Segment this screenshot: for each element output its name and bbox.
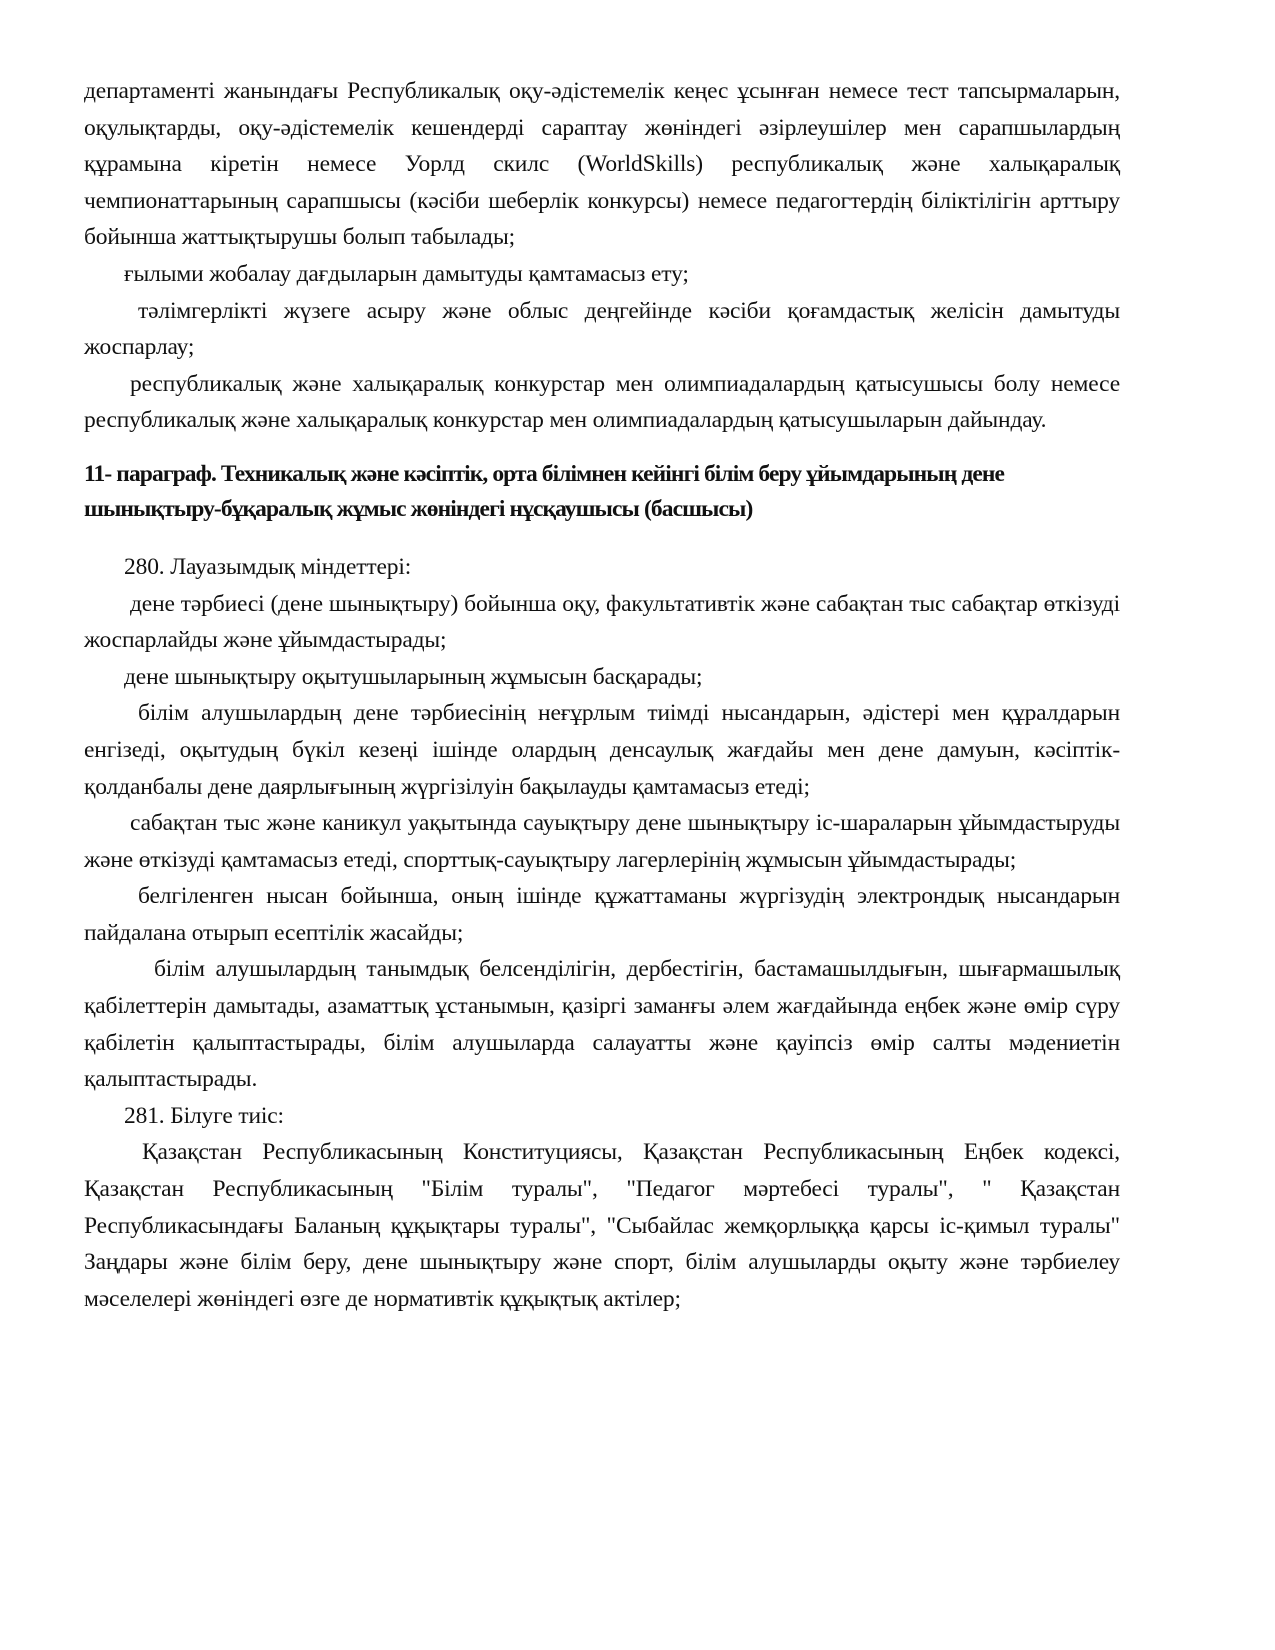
document-page	[84, 73, 1120, 1317]
paragraph-mentoring: тәлімгерлікті жүзеге асыру және облыс деңгейінде кәсіби қоғамдастық желісін дамытуды жоспарлау;	[84, 297, 1120, 361]
duty-item: дене шынықтыру оқытушыларының жұмысын басқарады;	[124, 663, 703, 690]
duty-item: сабақтан тыс және каникул уақытында сауықтыру дене шынықтыру іс-шараларын ұйымдастыруды және өткізуді қамтамасыз етеді, спорттық-сауықтыру лагерлерінің жұмысын ұйымдастырады;	[84, 810, 1120, 873]
knowledge-item: Қазақстан Республикасының Конституциясы, Қазақстан Республикасының Еңбек кодексі, Қазақстан Республикасының "Білім туралы", "Педагог мәртебесі туралы", " Қазақстан Республикасындағы Баланың құқықтары туралы", "Сыбайлас жемқорлыққа қарсы іс-қимыл туралы" Заңдары және білім беру, дене шынықтыру және спорт, білім алушыларды оқыту және тәрбиелеу мәселелері жөніндегі өзге де нормативтік құқықтық актілер;	[84, 1139, 1120, 1312]
duty-item: дене тәрбиесі (дене шынықтыру) бойынша оқу, факультативтік және сабақтан тыс сабақтар өткізуді жоспарлайды және ұйымдастырады;	[84, 590, 1120, 654]
duty-item: білім алушылардың танымдық белсенділігін, дербестігін, бастамашылдығын, шығармашылық қабілеттерін дамытады, азаматтық ұстанымын, қазіргі заманғы әлем жағдайында еңбек және өмір сүру қабілетін қалыптастырады, білім алушыларда салауатты және қауіпсіз өмір салты мәдениетін қалыптастырады.	[84, 956, 1120, 1093]
item-280-heading: 280. Лауазымдық міндеттері:	[124, 553, 412, 580]
duty-item: белгіленген нысан бойынша, оның ішінде құжаттаманы жүргізудің электрондық нысандарын пайдалана отырып есептілік жасайды;	[84, 883, 1120, 946]
item-281-heading: 281. Білуге тиіс:	[124, 1102, 284, 1129]
paragraph-continuation: департаменті жанындағы Республикалық оқу-әдістемелік кеңес ұсынған немесе тест тапсырмаларын, оқулықтарды, оқу-әдістемелік кешендерді сараптау жөніндегі әзірлеушілер мен сарапшылардың құрамына кіретін немесе Уорлд скилс (WorldSkills) республикалық және халықаралық чемпионаттарының сарапшысы (кәсіби шеберлік конкурсы) немесе педагогтердің біліктілігін арттыру бойынша жаттықтырушы болып табылады;	[84, 78, 1120, 251]
section-heading: 11- параграф. Техникалық және кәсіптік, орта білімнен кейінгі білім беру ұйымдарының дене шынықтыру-бұқаралық жұмыс жөніндегі нұсқаушысы (басшысы)	[84, 460, 1005, 522]
paragraph-competitions: республикалық және халықаралық конкурстар мен олимпиадалардың қатысушысы болу немесе республикалық және халықаралық конкурстар мен олимпиадалардың қатысушыларын дайындау.	[84, 370, 1120, 434]
duty-item: білім алушылардың дене тәрбиесінің неғұрлым тиімді нысандарын, әдістері мен құралдарын енгізеді, оқытудың бүкіл кезеңі ішінде олардың денсаулық жағдайы мен дене дамуын, кәсіптік-қолданбалы дене даярлығының жүргізілуін бақылауды қамтамасыз етеді;	[84, 700, 1120, 800]
paragraph-scientific-design: ғылыми жобалау дағдыларын дамытуды қамтамасыз ету;	[124, 260, 689, 287]
